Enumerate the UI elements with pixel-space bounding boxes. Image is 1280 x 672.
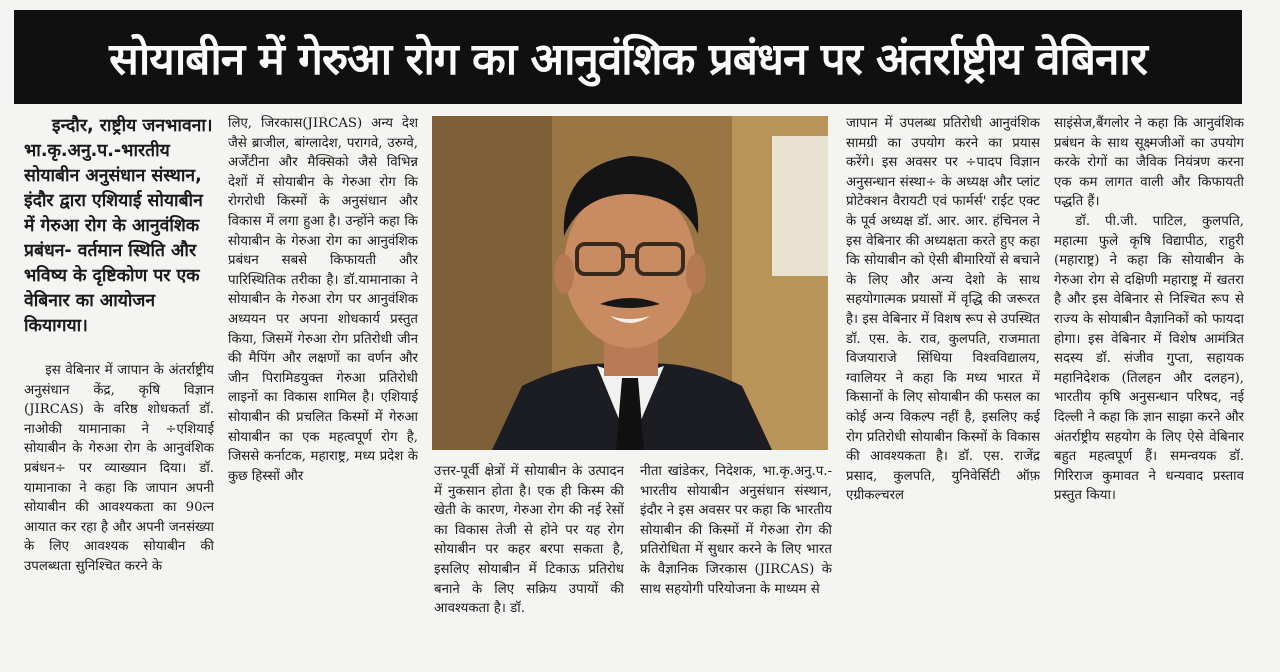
article-paragraph: साइंसेज,बैंगलोर ने कहा कि आनुवंशिक प्रबंधन के साथ सूक्ष्मजीओं का उपयोग करके रोगों का जैविक नियंत्रण करना एक कम लागत वाली और किफायती पद्धति हैं। — [1054, 116, 1244, 210]
article-paragraph: इस वेबिनार में जापान के अंतर्राष्ट्रीय अनुसंधान केंद्र, कृषि विज्ञान (JIRCAS) के वरिष्ठ शोधकर्ता डॉ. नाओकी यामानाका ने ÷एशियाई सोयाबीन के गेरुआ रोग के आनुवंशिक प्रबंधन÷ पर व्याख्यान दिया। डॉ. यामानाका ने कहा कि जापान अपनी सोयाबीन की आवश्यकता का 90त्न आयात कर रहा है और अपनी जनसंख्या के लिए आवश्यक सोयाबीन की उपलब्धता सुनिश्चित करने के — [24, 363, 214, 574]
headline-bar — [14, 10, 1242, 104]
article-column-6 — [1054, 114, 1244, 670]
article-paragraph: जापान में उपलब्ध प्रतिरोधी आनुवंशिक सामग्री का उपयोग करने का प्रयास करेंगे। इस अवसर पर ÷पादप विज्ञान अनुसन्धान संस्था÷ के अध्यक्ष और प्लांट प्रोटेक्शन वैरायटी एवं फार्मर्स' राईट एक्ट के पूर्व अध्यक्ष डॉ. आर. आर. हंचिनल ने इस वेबिनार की अध्यक्षता करते हुए कहा कि सोयाबीन को ऐसी बीमारियों से बचाने के लिए और अन्य देशो के साथ सहयोगात्मक प्रयासों में वृद्धि की जरूरत है। इस वेबिनार में विशष रूप से उपस्थित डॉ. एस. के. राव, कुलपति, राजमाता विजयाराजे सिंधिया विश्वविद्यालय, ग्वालियर ने कहा कि मध्य भारत में किसानों के लिए सोयाबीन की फसल का कोई अन्य विकल्प नहीं है, इसलिए कई रोग प्रतिरोधी सोयाबीन किस्मों के विकास की आवश्यकता है। डॉ. एस. राजेंद्र प्रसाद, कुलपति, युनिवेर्सिटी ऑफ़ एग्रीकल्चरल — [846, 116, 1040, 504]
article-paragraph: उत्तर-पूर्वी क्षेत्रों में सोयाबीन के उत्पादन में नुकसान होता है। एक ही किस्म की खेती के कारण, गेरुआ रोग की नई रेसों का विकास तेजी से होने पर यह रोग सोयाबीन पर कहर बरपा सकता है, इसलिए सोयाबीन में टिकाऊ प्रतिरोध बनाने के लिए सक्रिय उपायों की आवश्यकता है। डॉ. — [434, 464, 624, 617]
article-photo — [432, 116, 828, 450]
article-column-1 — [24, 114, 214, 670]
lead-paragraph: इन्दौर, राष्ट्रीय जनभावना। भा.कृ.अनु.प.-भारतीय सोयाबीन अनुसंधान संस्थान, इंदौर द्वारा एशियाई सोयाबीन में गेरुआ रोग के आनुवंशिक प्रबंधन- वर्तमान स्थिति और भविष्य के दृष्टिकोण पर एक वेबिनार का आयोजन कियागया। — [24, 116, 213, 336]
person-portrait-icon — [432, 116, 828, 450]
headline: सोयाबीन में गेरुआ रोग का आनुवंशिक प्रबंधन पर अंतर्राष्ट्रीय वेबिनार — [109, 34, 1147, 85]
article-column-5 — [846, 114, 1040, 670]
article-column-2 — [228, 114, 418, 670]
article-paragraph: लिए, जिरकास(JIRCAS) अन्य देश जैसे ब्राजील, बांग्लादेश, परागवे, उरुग्वे, अर्जेंटीना और मैक्सिको जैसे विभिन्न देशों में सोयाबीन के गेरुआ रोग कि रोगरोधी किस्मों के अनुसंधान और विकास में लगा हुआ है। उन्होंने कहा कि सोयाबीन के गेरुआ रोग का आनुवंशिक प्रबंधन सबसे किफायती और पारिस्थितिक तरीका है। डॉ.यामानाका ने सोयाबीन के गेरुआ रोग पर आनुवंशिक अध्ययन पर अपना शोधकार्य प्रस्तुत किया, जिसमें गेरुआ रोग प्रतिरोधी जीन की मैपिंग और लक्षणों का वर्णन और जीन पिरामिडयुक्त गेरुआ प्रतिरोधी लाइनों का विकास शामिल है। एशियाई सोयाबीन की प्रचलित किस्मों में गेरुआ सोयाबीन का एक महत्वपूर्ण रोग है, जिससे कर्नाटक, महाराष्ट्र, मध्य प्रदेश के कुछ हिस्सों और — [228, 116, 418, 484]
article-paragraph: डॉ. पी.जी. पाटिल, कुलपति, महात्मा फुले कृषि विद्यापीठ, राहुरी (महाराष्ट्र) ने कहा कि सोयाबीन के गेरुआ रोग से दक्षिणी महाराष्ट्र में खतरा है और इस वेबिनार से निश्चित रूप से राज्य के सोयाबीन वैज्ञानिकों को फायदा होगा। इस वेबिनार में विशेष आमंत्रित सदस्य डॉ. संजीव गुप्ता, सहायक महानिदेशक (तिलहन और दलहन), भारतीय कृषि अनुसन्धान परिषद, नई दिल्ली ने कहा कि ज्ञान साझा करने और अंतर्राष्ट्रीय सहयोग के लिए ऐसे वेबिनार बहुत महत्वपूर्ण हैं। समन्वयक डॉ. गिरिराज कुमावत ने धन्यवाद प्रस्ताव प्रस्तुत किया। — [1054, 213, 1244, 504]
article-column-4 — [640, 462, 832, 670]
article-paragraph: नीता खांडेकर, निदेशक, भा.कृ.अनु.प.-भारतीय सोयाबीन अनुसंधान संस्थान, इंदौर ने इस अवसर पर कहा कि भारतीय सोयाबीन की किस्मों में गेरुआ रोग की प्रतिरोधिता में सुधार करने के लिए भारत के वैज्ञानिक जिरकास (JIRCAS) के साथ सहयोगी परियोजना के माध्यम से — [640, 464, 832, 597]
article-column-3 — [434, 462, 624, 670]
